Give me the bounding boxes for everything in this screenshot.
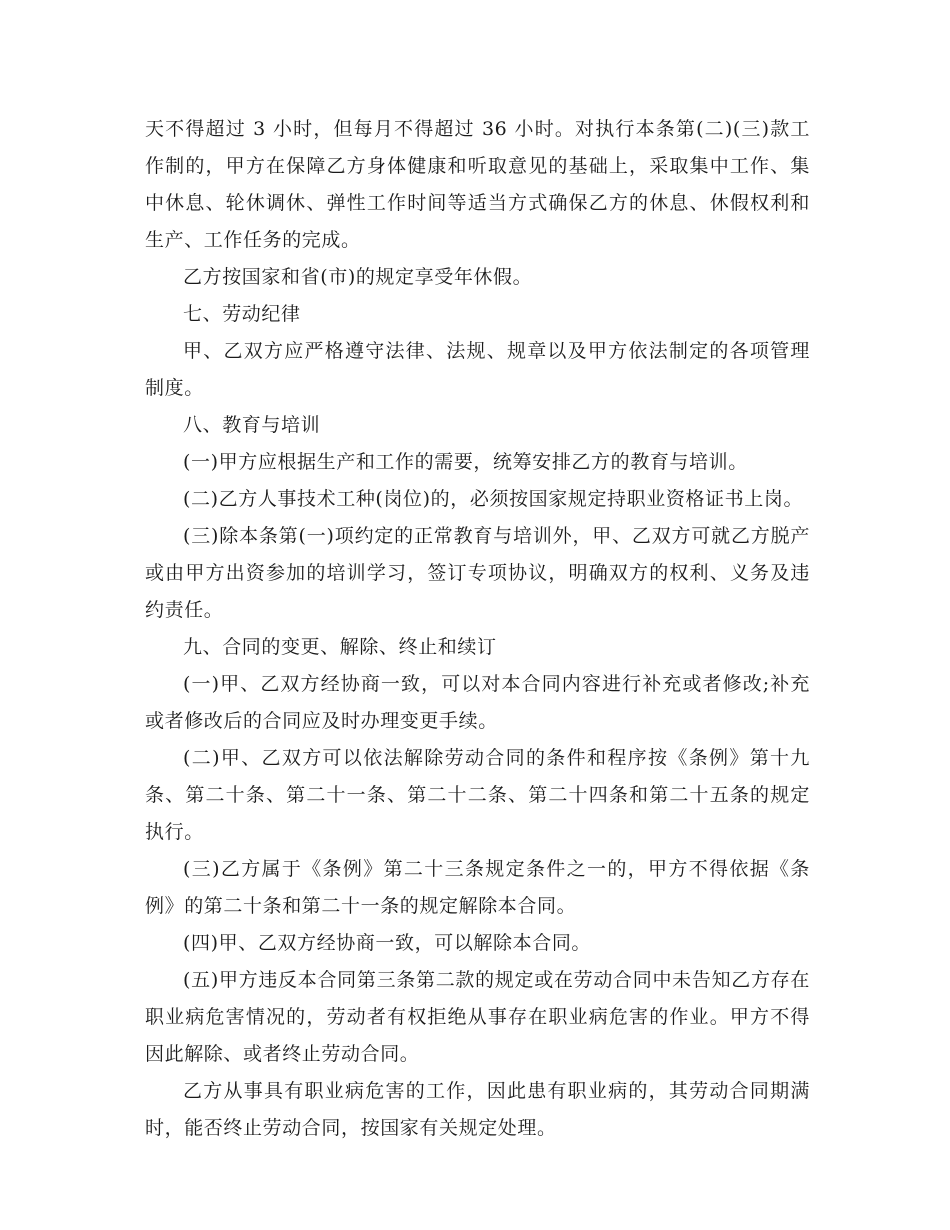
paragraph-working-hours-continuation: 天不得超过 3 小时，但每月不得超过 36 小时。对执行本条第(二)(三)款工作制的，甲方在保障乙方身体健康和听取意见的基础上，采取集中工作、集中休息、轮休调休、弹性工作时间等适当方式确保乙方的休息、休假权利和生产、工作任务的完成。 <box>145 118 810 251</box>
paragraph-training-item-3: (三)除本条第(一)项约定的正常教育与培训外，甲、乙双方可就乙方脱产或由甲方出资参加的培训学习，签订专项协议，明确双方的权利、义务及违约责任。 <box>145 525 810 621</box>
section-heading-education-training: 八、教育与培训 <box>183 414 321 436</box>
paragraph-contract-item-3: (三)乙方属于《条例》第二十三条规定条件之一的，甲方不得依据《条例》的第二十条和第二十一条的规定解除本合同。 <box>145 858 810 917</box>
paragraph-contract-item-1: (一)甲、乙双方经协商一致，可以对本合同内容进行补充或者修改;补充或者修改后的合同应及时办理变更手续。 <box>145 673 810 732</box>
paragraph-training-item-1: (一)甲方应根据生产和工作的需要，统筹安排乙方的教育与培训。 <box>183 451 748 473</box>
document-body <box>145 111 810 1147</box>
paragraph-contract-item-4: (四)甲、乙双方经协商一致，可以解除本合同。 <box>183 932 592 954</box>
paragraph-contract-item-2: (二)甲、乙双方可以依法解除劳动合同的条件和程序按《条例》第十九条、第二十条、第二十一条、第二十二条、第二十四条和第二十五条的规定执行。 <box>145 747 810 843</box>
paragraph-discipline-rules: 甲、乙双方应严格遵守法律、法规、规章以及甲方依法制定的各项管理制度。 <box>145 340 810 399</box>
section-heading-contract-changes: 九、合同的变更、解除、终止和续订 <box>183 636 497 658</box>
paragraph-training-item-2: (二)乙方人事技术工种(岗位)的，必须按国家规定持职业资格证书上岗。 <box>183 488 804 510</box>
section-heading-labor-discipline: 七、劳动纪律 <box>183 303 301 325</box>
paragraph-annual-leave: 乙方按国家和省(市)的规定享受年休假。 <box>183 266 533 288</box>
paragraph-occupational-disease: 乙方从事具有职业病危害的工作，因此患有职业病的，其劳动合同期满时，能否终止劳动合同，按国家有关规定处理。 <box>145 1080 810 1139</box>
paragraph-contract-item-5: (五)甲方违反本合同第三条第二款的规定或在劳动合同中未告知乙方存在职业病危害情况的，劳动者有权拒绝从事存在职业病危害的作业。甲方不得因此解除、或者终止劳动合同。 <box>145 969 810 1065</box>
